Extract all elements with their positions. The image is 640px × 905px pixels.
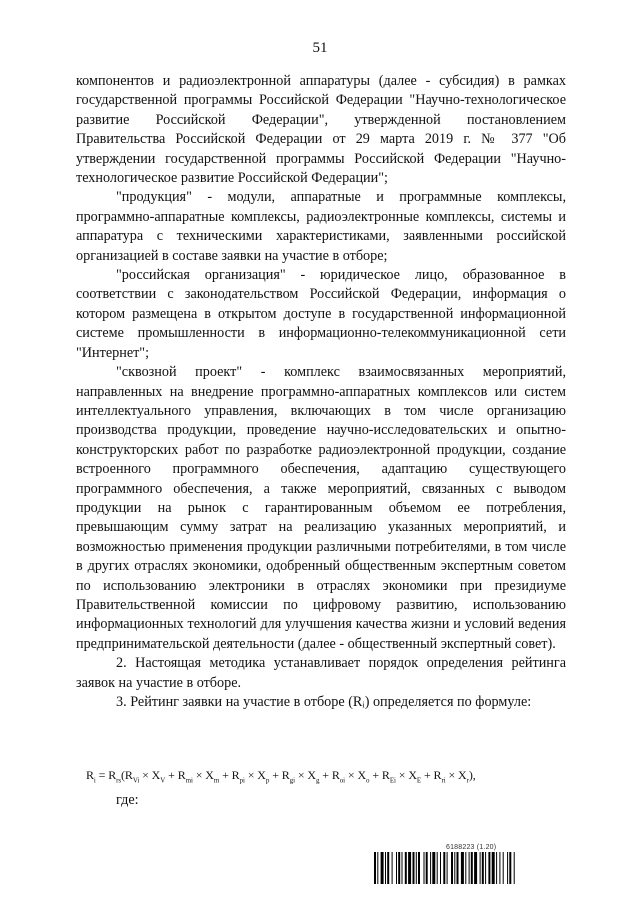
paragraph: "сквозной проект" - комплекс взаимосвязанных мероприятий, направленных на внедрение программно-аппаратных комплексов или систем интеллектуального управления, включающих в том числе организацию производства продукции, проведение научно-исследовательских и опытно-конструкторских работ по разработке радиоэлектронной продукции, создание встроенного программного обеспечения, адаптацию существующего программного обеспечения, а также мероприятий, связанных с выводом продукции на рынок с гарантированным объемом ее потребления, превышающим сумму затрат на реализацию указанных мероприятий, и возможностью применения продукции различными потребителями, в том числе в других отраслях экономики, одобренный общественным экспертным советом по использованию электроники в отраслях экономики при президиуме Правительственной комиссии по цифровому развитию, использованию информационных технологий для улучшения качества жизни и условий ведения предпринимательской деятельности (далее - общественный экспертный совет). [76,364,566,652]
paragraph: 2. Настоящая методика устанавливает порядок определения рейтинга заявок на участие в отборе. [76,655,566,691]
barcode-bar [488,852,490,884]
formula-subscript: m [213,776,220,785]
formula-term: + R [165,768,186,782]
formula-term: (R [121,768,133,782]
formula-lhs: R [86,768,94,782]
barcode-bar [387,852,389,884]
barcode-bar [424,852,425,884]
formula-subscript: mi [185,776,193,785]
barcode-bar [430,852,431,884]
barcode-bar [499,852,500,884]
formula-term: + R [369,768,390,782]
barcode-bar [385,852,386,884]
barcode-bar [471,852,473,884]
formula-term: × X [345,768,367,782]
document-id: 6188223 (1.20) [446,844,497,851]
barcode-bar [418,852,420,884]
paragraph: 3. Рейтинг заявки на участие в отборе (Rᵢ) определяется по формуле: [116,694,532,710]
barcode-bar [381,852,384,884]
barcode-bar [413,852,415,884]
formula-term: + R [421,768,442,782]
formula-term: × X [192,768,214,782]
formula-subscript: E [416,776,422,785]
page-number: 51 [312,40,328,56]
barcode-bar [469,852,470,884]
barcode-bar [457,852,459,884]
formula-term: × X [139,768,161,782]
formula-subscript: o [366,776,370,785]
formula-term: × X [395,768,417,782]
barcode-bar [416,852,417,884]
paragraph: компонентов и радиоэлектронной аппаратуры (далее - субсидия) в рамках государственной программы Российской Федерации "Научно-технологическое развитие Российской Федерации", утвержденной постановлением Правительства Российской Федерации от 29 марта 2019 г. № 377 "Об утверждении государственной программы Российской Федерации "Научно-технологическое развитие Российской Федерации"; [76,73,566,187]
formula-term: + R [219,768,240,782]
formula-equals: = [98,768,106,782]
barcode-bar [440,852,441,884]
barcode-bar [402,852,403,884]
barcode-bar [443,852,445,884]
barcode-bar [514,852,515,884]
barcode-bar [437,852,438,884]
barcode-bar [461,852,464,884]
barcode [374,852,570,884]
formula-term: + R [269,768,290,782]
document-body [76,72,566,712]
formula-term: R [108,768,117,782]
formula-subscript: gi [289,776,295,785]
formula-subscript: Vi [132,776,140,785]
barcode-bar [392,852,393,884]
formula-subscript: p [265,776,270,785]
formula-subscript: g [315,776,320,785]
barcode-bar [374,852,376,884]
barcode-bar [432,852,435,884]
barcode-bar [454,852,455,884]
formula-subscript: r [466,776,469,785]
paragraph: "российская организация" - юридическое лицо, образованное в соответствии с законодательством Российской Федерации, информация о котором размещена в открытом доступе в государственной информационной системе промышленности в информационно-телекоммуникационной сети "Интернет"; [76,267,566,361]
barcode-bar [405,852,407,884]
formula-lhs-subscript: i [93,776,96,785]
formula-subscript: pi [239,776,245,785]
barcode-bar [474,852,477,884]
formula-term: + R [319,768,340,782]
rating-formula [86,768,566,784]
where-label: где: [116,792,139,808]
paragraph: "продукция" - модули, аппаратные и программные комплексы, программно-аппаратные комплексы, радиоэлектронные комплексы, системы и аппаратура с техническими характеристиками, заявленными российской организацией в составе заявки на участие в отборе; [76,189,566,264]
barcode-bar [447,852,448,884]
formula-subscript: ri [441,776,446,785]
barcode-bar [482,852,484,884]
barcode-bar [426,852,428,884]
barcode-bar [408,852,411,884]
formula-term: × X [244,768,266,782]
barcode-bar [398,852,400,884]
barcode-bar [485,852,486,884]
barcode-bar [465,852,466,884]
barcode-bar [480,852,481,884]
formula-term: × X [294,768,316,782]
formula-subscript: oi [339,776,345,785]
barcode-bar [396,852,397,884]
formula-term: ), [468,768,476,782]
formula-subscript: Ei [389,776,396,785]
barcode-bar [507,852,508,884]
formula-subscript: V [160,776,166,785]
formula-rhs [108,768,476,785]
formula-term: × X [445,768,467,782]
barcode-bar [509,852,511,884]
barcode-bar [492,852,495,884]
formula-subscript: rs [116,776,122,785]
barcode-bar [496,852,497,884]
barcode-bar [377,852,378,884]
barcode-bar [503,852,504,884]
barcode-bar [451,852,453,884]
